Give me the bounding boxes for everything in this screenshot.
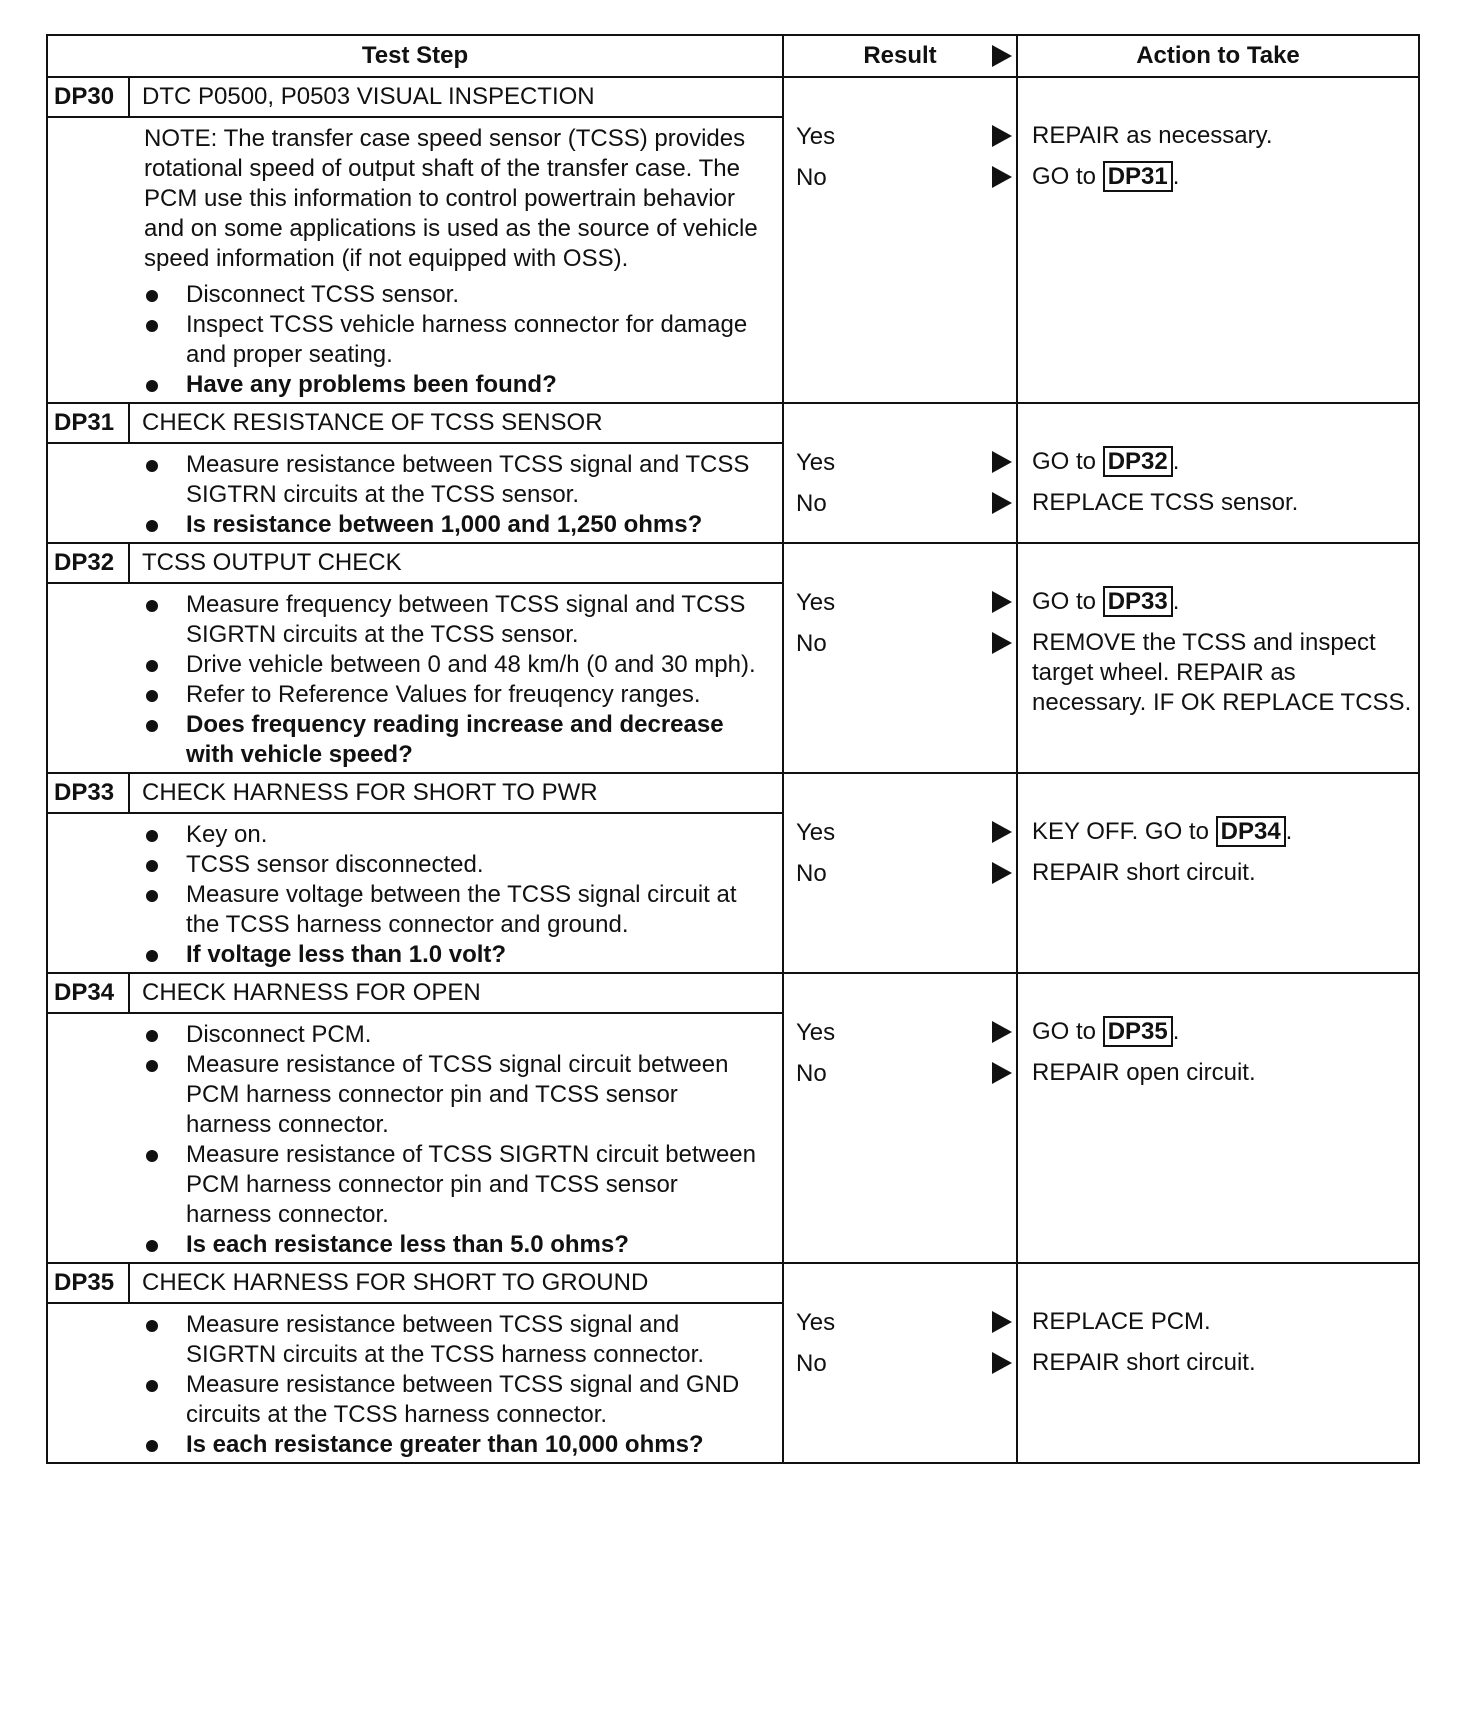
action-text: [1018, 442, 1418, 483]
step-id: DP33: [48, 774, 130, 812]
action-cell: [1017, 77, 1419, 403]
result-cell: [783, 543, 1017, 773]
action-prefix: GO to: [1032, 588, 1097, 615]
arrow-right-icon: [992, 1062, 1012, 1084]
step-instructions: [144, 280, 766, 400]
step-body: [132, 584, 782, 772]
pinpoint-test-table: [46, 34, 1420, 1464]
step-id: DP31: [48, 404, 130, 442]
result-cell: [783, 403, 1017, 543]
step-body: [132, 118, 782, 402]
instruction-item: TCSS sensor disconnected.: [144, 850, 766, 880]
result-yes: [784, 812, 1016, 853]
step-instructions: [144, 1310, 766, 1460]
step-instructions: [144, 590, 766, 770]
test-step-cell: [47, 1263, 783, 1463]
action-cell: [1017, 973, 1419, 1263]
header-test-step: Test Step: [47, 35, 783, 77]
action-suffix: .: [1172, 1018, 1180, 1045]
arrow-right-icon: [992, 45, 1012, 67]
result-yes: [784, 442, 1016, 483]
action-suffix: .: [1172, 448, 1180, 475]
result-yes: [784, 1012, 1016, 1053]
action-prefix: GO to: [1032, 163, 1097, 190]
test-step-row: [47, 403, 1419, 543]
action-text: [1018, 623, 1418, 724]
step-instructions: [144, 1020, 766, 1260]
step-question: Have any problems been found?: [144, 370, 766, 400]
step-body: [132, 1304, 782, 1462]
result-label: No: [796, 490, 827, 517]
result-label: Yes: [796, 1309, 836, 1336]
action-cell: [1017, 773, 1419, 973]
result-label: Yes: [796, 819, 836, 846]
action-text: [1018, 1053, 1418, 1094]
step-title: TCSS OUTPUT CHECK: [142, 549, 402, 576]
action-label: REMOVE the TCSS and inspect target wheel. REPAIR as necessary. IF OK REPLACE TCSS.: [1032, 629, 1412, 716]
step-question: Is each resistance less than 5.0 ohms?: [144, 1230, 766, 1260]
step-header: [48, 974, 782, 1014]
arrow-right-icon: [992, 1021, 1012, 1043]
test-step-row: [47, 773, 1419, 973]
result-no: [784, 1053, 1016, 1094]
action-text: [1018, 812, 1418, 853]
action-label: REPLACE TCSS sensor.: [1032, 489, 1299, 516]
instruction-item: Disconnect PCM.: [144, 1020, 766, 1050]
step-body: [132, 444, 782, 542]
step-id: DP34: [48, 974, 130, 1012]
step-header: [48, 1264, 782, 1304]
step-reference-link[interactable]: DP31: [1103, 161, 1173, 192]
action-text: [1018, 1343, 1418, 1384]
step-title: DTC P0500, P0503 VISUAL INSPECTION: [142, 83, 595, 110]
instruction-item: Measure resistance between TCSS signal and GND circuits at the TCSS harness connector.: [144, 1370, 766, 1430]
step-instructions: [144, 820, 766, 970]
action-cell: [1017, 1263, 1419, 1463]
test-step-row: [47, 543, 1419, 773]
instruction-item: Measure resistance between TCSS signal and TCSS SIGTRN circuits at the TCSS sensor.: [144, 450, 766, 510]
action-prefix: GO to: [1032, 1018, 1097, 1045]
action-label: REPAIR short circuit.: [1032, 1349, 1256, 1376]
step-title: CHECK HARNESS FOR SHORT TO GROUND: [142, 1269, 649, 1296]
test-step-row: [47, 1263, 1419, 1463]
step-body: [132, 1014, 782, 1262]
arrow-right-icon: [992, 1311, 1012, 1333]
result-label: Yes: [796, 1019, 836, 1046]
action-suffix: .: [1172, 588, 1180, 615]
test-step-rows: [47, 77, 1419, 1463]
test-step-cell: [47, 543, 783, 773]
instruction-item: Measure frequency between TCSS signal and TCSS SIGRTN circuits at the TCSS sensor.: [144, 590, 766, 650]
action-cell: [1017, 543, 1419, 773]
instruction-item: Inspect TCSS vehicle harness connector for damage and proper seating.: [144, 310, 766, 370]
arrow-right-icon: [992, 591, 1012, 613]
action-text: [1018, 157, 1418, 198]
action-cell: [1017, 403, 1419, 543]
instruction-item: Measure resistance of TCSS SIGRTN circuit between PCM harness connector pin and TCSS sensor harness connector.: [144, 1140, 766, 1230]
action-text: [1018, 853, 1418, 894]
header-result: [783, 35, 1017, 77]
test-step-cell: [47, 973, 783, 1263]
test-step-cell: [47, 403, 783, 543]
result-cell: [783, 973, 1017, 1263]
instruction-item: Drive vehicle between 0 and 48 km/h (0 and 30 mph).: [144, 650, 766, 680]
result-no: [784, 157, 1016, 198]
result-label: Yes: [796, 589, 836, 616]
arrow-right-icon: [992, 1352, 1012, 1374]
result-no: [784, 1343, 1016, 1384]
step-reference-link[interactable]: DP35: [1103, 1016, 1173, 1047]
step-header: [48, 78, 782, 118]
result-label: No: [796, 1350, 827, 1377]
result-yes: [784, 116, 1016, 157]
action-suffix: .: [1285, 818, 1293, 845]
step-question: Is each resistance greater than 10,000 ohms?: [144, 1430, 766, 1460]
result-label: No: [796, 1060, 827, 1087]
step-id: DP30: [48, 78, 130, 116]
arrow-right-icon: [992, 125, 1012, 147]
action-suffix: .: [1172, 163, 1180, 190]
test-step-row: [47, 973, 1419, 1263]
action-text: [1018, 582, 1418, 623]
step-title: CHECK RESISTANCE OF TCSS SENSOR: [142, 409, 603, 436]
arrow-right-icon: [992, 632, 1012, 654]
action-text: [1018, 116, 1418, 157]
arrow-right-icon: [992, 862, 1012, 884]
header-action: Action to Take: [1017, 35, 1419, 77]
result-label: Yes: [796, 123, 836, 150]
arrow-right-icon: [992, 492, 1012, 514]
arrow-right-icon: [992, 451, 1012, 473]
action-prefix: KEY OFF. GO to: [1032, 818, 1209, 845]
step-reference-link[interactable]: DP32: [1103, 446, 1173, 477]
result-no: [784, 483, 1016, 524]
action-label: REPAIR open circuit.: [1032, 1059, 1256, 1086]
action-text: [1018, 483, 1418, 524]
instruction-item: Refer to Reference Values for freuqency ranges.: [144, 680, 766, 710]
test-step-cell: [47, 77, 783, 403]
result-no: [784, 623, 1016, 664]
step-question: Does frequency reading increase and decrease with vehicle speed?: [144, 710, 766, 770]
instruction-item: Disconnect TCSS sensor.: [144, 280, 766, 310]
step-instructions: [144, 450, 766, 540]
arrow-right-icon: [992, 166, 1012, 188]
result-label: No: [796, 164, 827, 191]
result-no: [784, 853, 1016, 894]
action-label: REPAIR as necessary.: [1032, 122, 1273, 149]
arrow-right-icon: [992, 821, 1012, 843]
result-cell: [783, 773, 1017, 973]
test-step-cell: [47, 773, 783, 973]
result-label: No: [796, 630, 827, 657]
action-prefix: GO to: [1032, 448, 1097, 475]
step-note: NOTE: The transfer case speed sensor (TCSS) provides rotational speed of output shaft of the transfer case. The PCM use this information to control powertrain behavior and on some applications is used as the source of vehicle speed information (if not equipped with OSS).: [144, 125, 758, 272]
step-header: [48, 544, 782, 584]
action-label: REPAIR short circuit.: [1032, 859, 1256, 886]
step-id: DP35: [48, 1264, 130, 1302]
diagnostic-document: [46, 34, 1420, 1464]
instruction-item: Measure voltage between the TCSS signal circuit at the TCSS harness connector and ground.: [144, 880, 766, 940]
action-text: [1018, 1302, 1418, 1343]
result-label: Yes: [796, 449, 836, 476]
action-label: REPLACE PCM.: [1032, 1308, 1211, 1335]
step-id: DP32: [48, 544, 130, 582]
result-cell: [783, 77, 1017, 403]
step-question: If voltage less than 1.0 volt?: [144, 940, 766, 970]
step-question: Is resistance between 1,000 and 1,250 ohms?: [144, 510, 766, 540]
test-step-row: [47, 77, 1419, 403]
result-yes: [784, 1302, 1016, 1343]
header-result-label: Result: [863, 42, 937, 69]
step-body: [132, 814, 782, 972]
step-title: CHECK HARNESS FOR SHORT TO PWR: [142, 779, 598, 806]
step-title: CHECK HARNESS FOR OPEN: [142, 979, 481, 1006]
action-text: [1018, 1012, 1418, 1053]
step-reference-link[interactable]: DP33: [1103, 586, 1173, 617]
step-reference-link[interactable]: DP34: [1216, 816, 1286, 847]
result-cell: [783, 1263, 1017, 1463]
step-header: [48, 774, 782, 814]
result-yes: [784, 582, 1016, 623]
step-header: [48, 404, 782, 444]
instruction-item: Measure resistance of TCSS signal circuit between PCM harness connector pin and TCSS sensor harness connector.: [144, 1050, 766, 1140]
result-label: No: [796, 860, 827, 887]
instruction-item: Measure resistance between TCSS signal and SIGRTN circuits at the TCSS harness connector.: [144, 1310, 766, 1370]
table-header-row: [47, 35, 1419, 77]
instruction-item: Key on.: [144, 820, 766, 850]
